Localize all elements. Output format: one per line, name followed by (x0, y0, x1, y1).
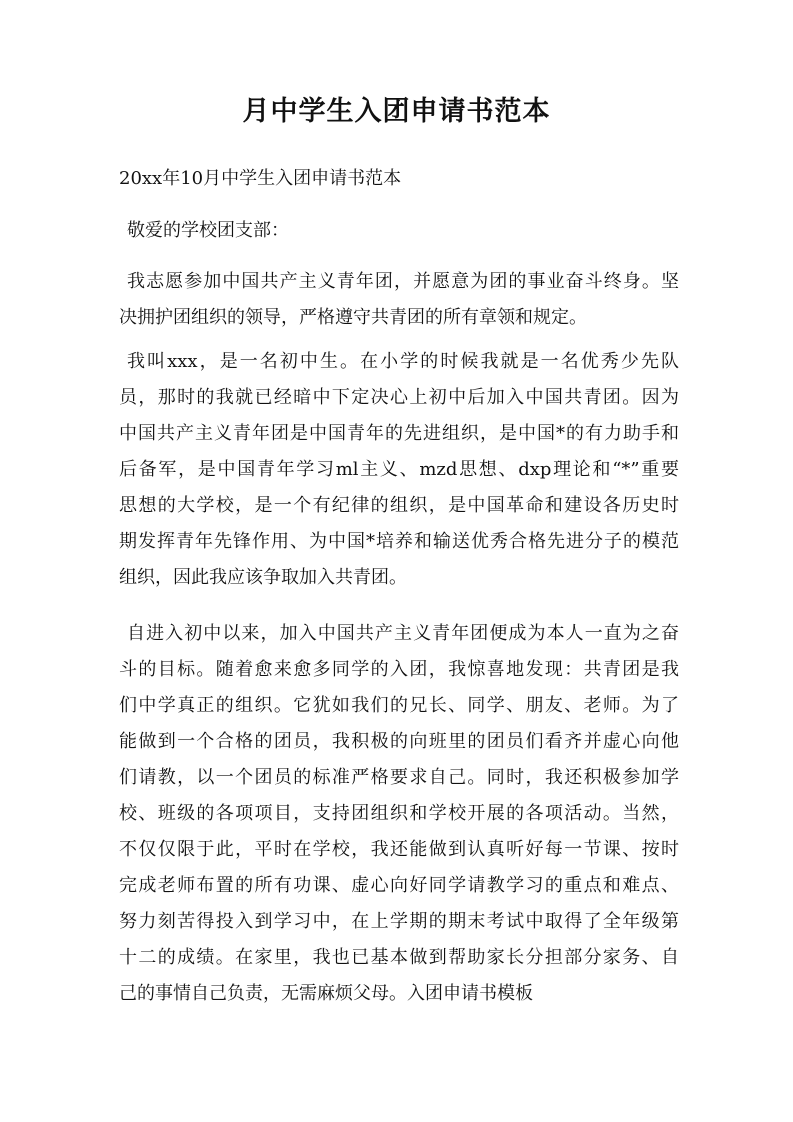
salutation: 敬爱的学校团支部： (127, 220, 289, 241)
paragraph-line: 完成老师布置的所有功课、虚心向好同学请教学习的重点和难点、 (119, 875, 679, 896)
paragraph-line: 思想的大学校，是一个有纪律的组织，是中国革命和建设各历史时 (119, 495, 679, 516)
paragraph-line: 努力刻苦得投入到学习中，在上学期的期末考试中取得了全年级第 (119, 911, 679, 932)
paragraph-line: 我叫xxx，是一名初中生。在小学的时候我就是一名优秀少先队 (127, 351, 679, 372)
paragraph-line: 我志愿参加中国共产主义青年团，并愿意为团的事业奋斗终身。坚 (127, 271, 679, 292)
paragraph-line: 中国共产主义青年团是中国青年的先进组织，是中国*的有力助手和 (119, 423, 679, 444)
paragraph-line: 自进入初中以来，加入中国共产主义青年团便成为本人一直为之奋 (127, 623, 679, 644)
paragraph-1 (119, 264, 679, 336)
paragraph-line: 己的事情自己负责，无需麻烦父母。入团申请书模板 (119, 983, 533, 1004)
paragraph-line: 决拥护团组织的领导，严格遵守共青团的所有章领和规定。 (119, 307, 587, 328)
paragraph-3 (119, 616, 679, 1012)
document-subtitle: 20xx年10月中学生入团申请书范本 (119, 168, 402, 189)
paragraph-line: 斗的目标。随着愈来愈多同学的入团，我惊喜地发现：共青团是我 (119, 659, 679, 680)
paragraph-line: 能做到一个合格的团员，我积极的向班里的团员们看齐并虚心向他 (119, 731, 679, 752)
paragraph-line: 期发挥青年先锋作用、为中国*培养和输送优秀合格先进分子的模范 (119, 531, 679, 552)
paragraph-line: 组织，因此我应该争取加入共青团。 (119, 567, 407, 588)
paragraph-line: 们请教，以一个团员的标准严格要求自己。同时，我还积极参加学 (119, 767, 679, 788)
paragraph-line: 校、班级的各项项目，支持团组织和学校开展的各项活动。当然， (119, 803, 679, 824)
paragraph-line: 员，那时的我就已经暗中下定决心上初中后加入中国共青团。因为 (119, 387, 679, 408)
paragraph-2 (119, 344, 679, 596)
paragraph-line: 后备军，是中国青年学习ml主义、mzd思想、dxp理论和“*”重要 (119, 459, 679, 480)
document-title: 月中学生入团申请书范本 (242, 96, 551, 127)
paragraph-line: 不仅仅限于此，平时在学校，我还能做到认真听好每一节课、按时 (119, 839, 679, 860)
paragraph-line: 们中学真正的组织。它犹如我们的兄长、同学、朋友、老师。为了 (119, 695, 679, 716)
paragraph-line: 十二的成绩。在家里，我也已基本做到帮助家长分担部分家务、自 (119, 947, 679, 968)
